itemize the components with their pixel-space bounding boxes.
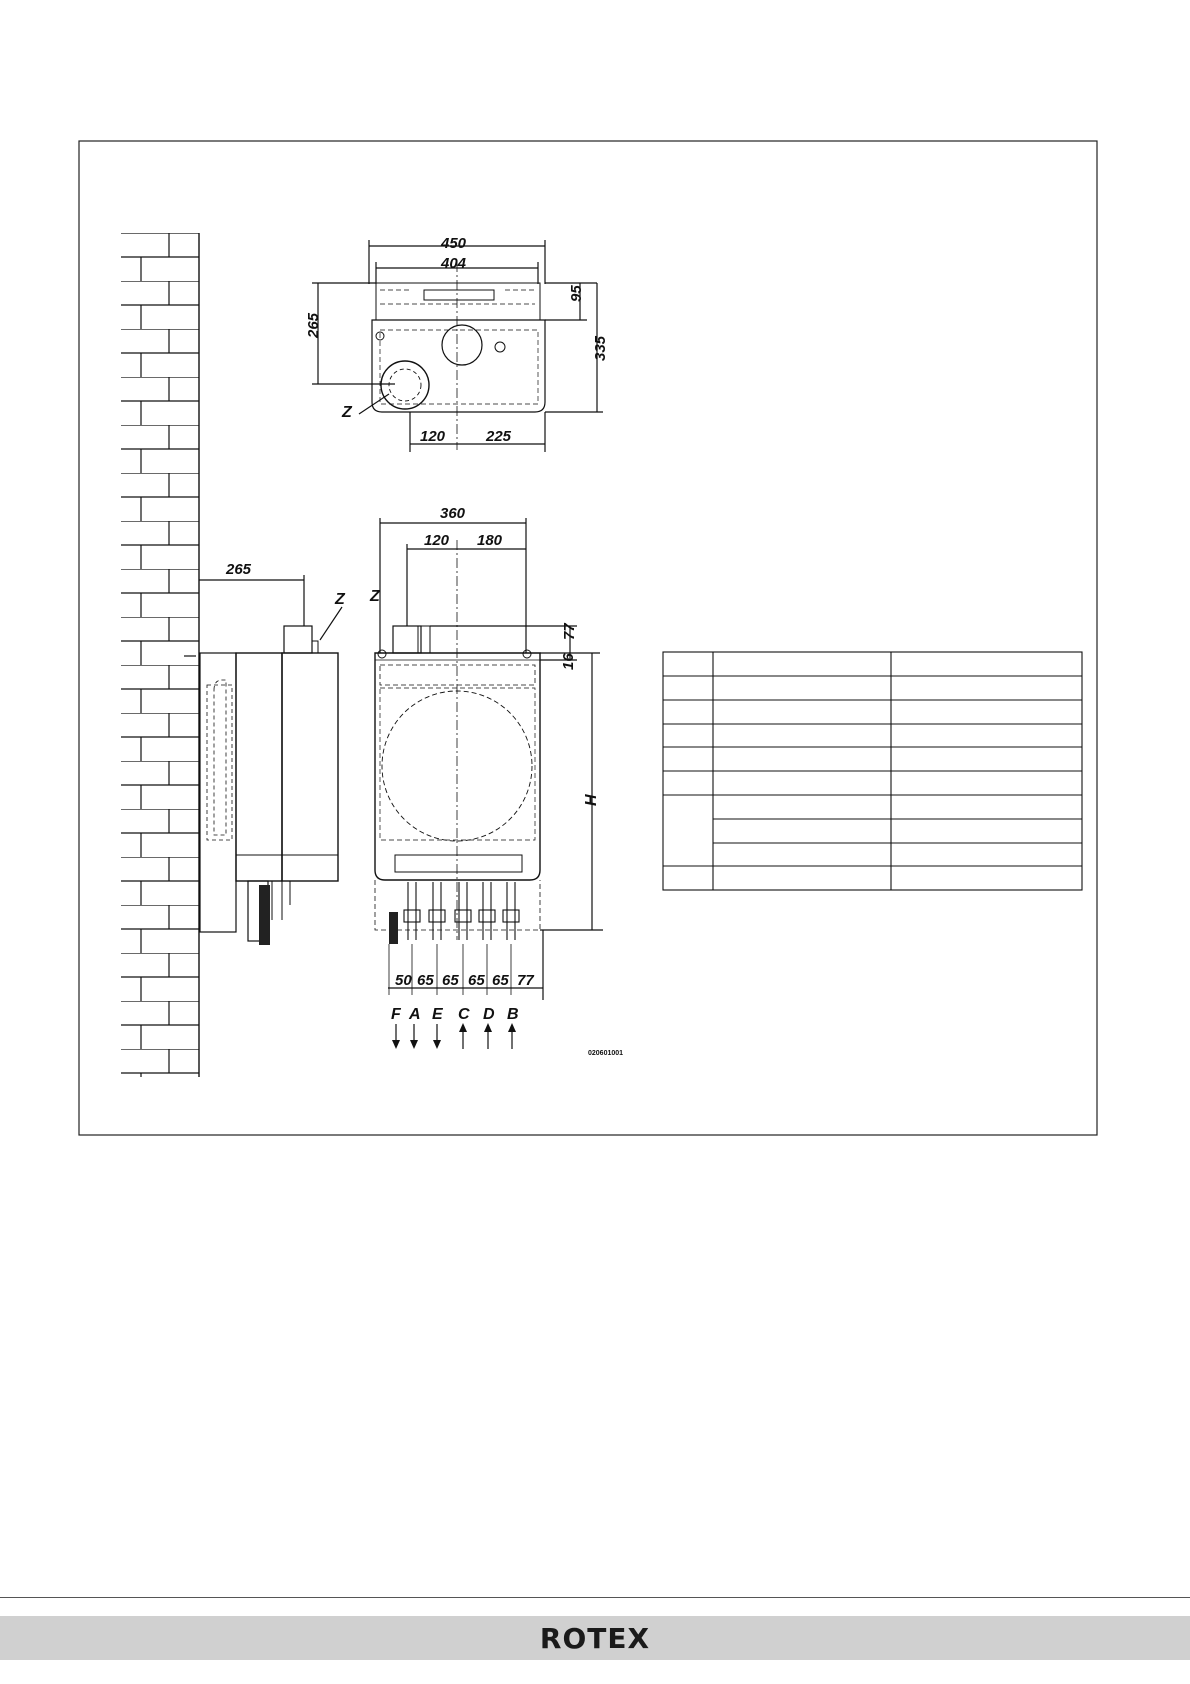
dim-95: 95 [568, 285, 585, 302]
dim-120-top: 120 [420, 428, 446, 445]
dim-360: 360 [440, 505, 466, 522]
arrow-down-e [433, 1024, 441, 1049]
arrow-down-a [410, 1024, 418, 1049]
dim-height: H [583, 794, 600, 806]
brand-logo: ROTEX [539, 1622, 651, 1655]
side-view [184, 575, 342, 945]
front-view [375, 518, 603, 1000]
connection-label-e: E [432, 1006, 443, 1023]
footer-rule [0, 1597, 1190, 1598]
spacing-1: 65 [417, 972, 434, 989]
brick-wall [121, 233, 199, 1077]
dim-180: 180 [477, 532, 503, 549]
dim-120-front: 120 [424, 532, 450, 549]
dim-225: 225 [486, 428, 512, 445]
flue-label-top: Z [342, 404, 352, 421]
connection-label-c: C [458, 1006, 470, 1023]
arrow-up-d [484, 1023, 492, 1049]
arrow-down-f [392, 1024, 400, 1049]
drawing-frame [79, 141, 1097, 1135]
dimension-table [663, 652, 1082, 890]
connection-label-f: F [391, 1006, 401, 1023]
spacing-3: 65 [468, 972, 485, 989]
spacing-2: 65 [442, 972, 459, 989]
dim-450: 450 [441, 235, 467, 252]
dim-265-side: 265 [226, 561, 252, 578]
spacing-4: 65 [492, 972, 509, 989]
connection-label-b: B [507, 1006, 519, 1023]
flue-label-side: Z [335, 591, 345, 608]
dim-404: 404 [441, 255, 467, 272]
side-view-dimensions [225, 561, 346, 608]
drawing-code: 020601001 [588, 1050, 624, 1057]
dim-265-top: 265 [305, 312, 322, 338]
flow-arrows [392, 1023, 516, 1049]
connection-label-d: D [483, 1006, 495, 1023]
spacing-0: 50 [395, 972, 412, 989]
connection-labels [391, 1006, 519, 1023]
arrow-up-b [508, 1023, 516, 1049]
arrow-up-c [459, 1023, 467, 1049]
dim-335: 335 [592, 335, 609, 361]
flue-label-front: Z [370, 588, 380, 605]
dim-77-flue: 77 [561, 623, 578, 640]
dim-16: 16 [560, 653, 577, 670]
spacing-5: 77 [517, 972, 534, 989]
connection-label-a: A [409, 1006, 421, 1023]
